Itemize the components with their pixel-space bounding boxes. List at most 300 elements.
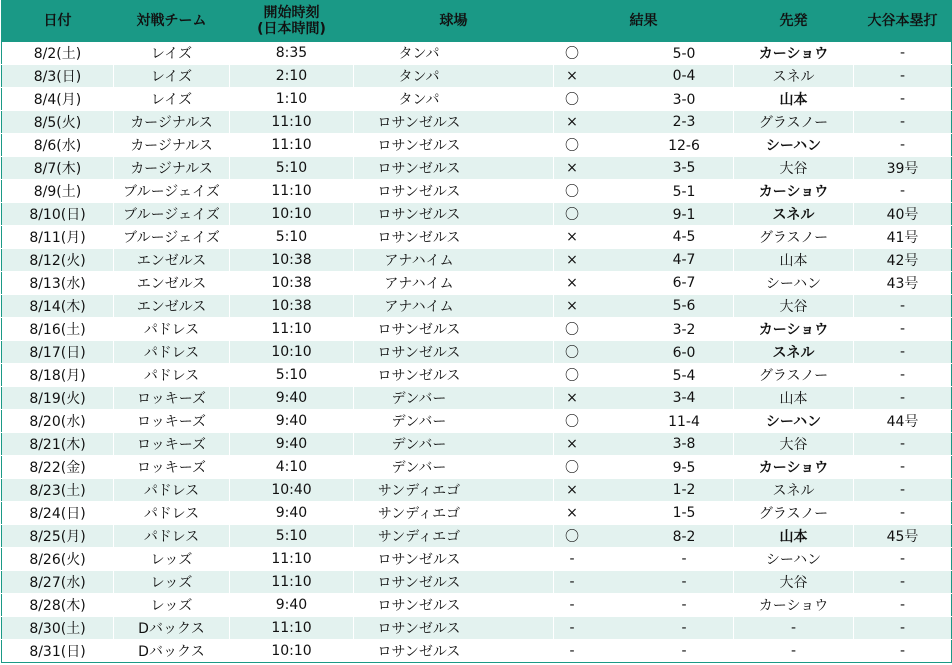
result-score: 9-1: [672, 207, 696, 223]
starter-cell: 山本: [734, 387, 854, 410]
opponent-cell: パドレス: [114, 525, 230, 548]
venue-text: サンディエゴ: [377, 483, 461, 499]
opponent-cell: パドレス: [114, 318, 230, 341]
result-mark: ×: [566, 160, 578, 176]
date-cell: 8/3(日): [2, 65, 114, 88]
result-score: -: [681, 643, 687, 659]
venue-cell: [354, 410, 554, 433]
date-cell: 8/21(木): [2, 433, 114, 456]
start-time-cell: 10:40: [230, 479, 354, 502]
opponent-cell: パドレス: [114, 364, 230, 387]
start-time-cell: 9:40: [230, 433, 354, 456]
venue-cell: [354, 456, 554, 479]
venue-text: ロサンゼルス: [377, 368, 461, 384]
result-score: 3-8: [672, 436, 696, 452]
result-score: -: [681, 551, 687, 567]
table-row: [2, 433, 952, 456]
start-time-cell: 5:10: [230, 364, 354, 387]
result-score: 0-4: [672, 68, 696, 84]
starter-cell: -: [734, 617, 854, 640]
ohtani-hr-cell: -: [854, 456, 952, 479]
result-cell: [554, 249, 734, 272]
starter-cell: 大谷: [734, 571, 854, 594]
venue-cell: [354, 341, 554, 364]
result-cell: [554, 617, 734, 640]
date-cell: 8/9(土): [2, 180, 114, 203]
table-row: [2, 203, 952, 226]
header-start-time-line1: 開始時刻: [263, 5, 320, 21]
date-cell: 8/10(日): [2, 203, 114, 226]
result-cell: [554, 111, 734, 134]
result-score: 6-0: [672, 345, 696, 361]
venue-text: デンバー: [391, 391, 447, 407]
result-score: 8-2: [672, 529, 696, 545]
venue-cell: [354, 111, 554, 134]
result-cell: [554, 364, 734, 387]
venue-cell: [354, 226, 554, 249]
date-cell: 8/6(水): [2, 134, 114, 157]
ohtani-hr-cell: -: [854, 65, 952, 88]
date-cell: 8/16(土): [2, 318, 114, 341]
start-time-cell: 10:10: [230, 640, 354, 663]
start-time-cell: 11:10: [230, 318, 354, 341]
header-ohtani-hr: 大谷本塁打: [854, 1, 952, 42]
starter-cell: カーショウ: [734, 42, 854, 65]
table-row: [2, 456, 952, 479]
venue-text: アナハイム: [384, 253, 454, 269]
ohtani-hr-cell: 42号: [854, 249, 952, 272]
start-time-cell: 11:10: [230, 111, 354, 134]
start-time-cell: 11:10: [230, 180, 354, 203]
venue-cell: [354, 364, 554, 387]
result-cell: [554, 157, 734, 180]
starter-cell: スネル: [734, 65, 854, 88]
venue-cell: [354, 617, 554, 640]
result-cell: [554, 456, 734, 479]
result-mark: ×: [566, 114, 578, 130]
table-row: [2, 180, 952, 203]
ohtani-hr-cell: -: [854, 548, 952, 571]
date-cell: 8/19(火): [2, 387, 114, 410]
starter-cell: -: [734, 640, 854, 663]
venue-text: ロサンゼルス: [377, 621, 461, 637]
venue-text: タンパ: [398, 92, 440, 108]
starter-cell: シーハン: [734, 272, 854, 295]
start-time-cell: 2:10: [230, 65, 354, 88]
venue-cell: [354, 502, 554, 525]
result-cell: [554, 525, 734, 548]
result-score: 3-5: [672, 160, 696, 176]
starter-cell: シーハン: [734, 410, 854, 433]
venue-text: ロサンゼルス: [377, 575, 461, 591]
start-time-cell: 10:38: [230, 272, 354, 295]
ohtani-hr-cell: -: [854, 318, 952, 341]
venue-text: ロサンゼルス: [377, 345, 461, 361]
ohtani-hr-cell: -: [854, 111, 952, 134]
venue-text: ロサンゼルス: [377, 115, 461, 131]
starter-cell: 大谷: [734, 295, 854, 318]
ohtani-hr-cell: 43号: [854, 272, 952, 295]
start-time-cell: 10:38: [230, 295, 354, 318]
result-mark: ×: [566, 390, 578, 406]
date-cell: 8/22(金): [2, 456, 114, 479]
starter-cell: グラスノー: [734, 226, 854, 249]
table-row: [2, 272, 952, 295]
venue-text: アナハイム: [384, 276, 454, 292]
starter-cell: 山本: [734, 525, 854, 548]
table-row: [2, 479, 952, 502]
header-date: 日付: [2, 1, 114, 42]
date-cell: 8/12(火): [2, 249, 114, 272]
date-cell: 8/27(水): [2, 571, 114, 594]
starter-cell: スネル: [734, 341, 854, 364]
starter-cell: グラスノー: [734, 364, 854, 387]
starter-cell: カーショウ: [734, 594, 854, 617]
result-mark: 〇: [565, 184, 579, 200]
opponent-cell: Dバックス: [114, 617, 230, 640]
venue-text: タンパ: [398, 69, 440, 85]
result-cell: [554, 295, 734, 318]
table-row: [2, 318, 952, 341]
start-time-cell: 10:10: [230, 341, 354, 364]
table-row: [2, 525, 952, 548]
start-time-cell: 5:10: [230, 525, 354, 548]
result-score: -: [681, 597, 687, 613]
result-cell: [554, 502, 734, 525]
result-score: -: [681, 620, 687, 636]
ohtani-hr-cell: -: [854, 617, 952, 640]
ohtani-hr-cell: -: [854, 88, 952, 111]
date-cell: 8/17(日): [2, 341, 114, 364]
venue-cell: [354, 318, 554, 341]
result-mark: -: [569, 597, 575, 613]
result-score: 9-5: [672, 460, 696, 476]
table-row: [2, 249, 952, 272]
table-row: [2, 548, 952, 571]
starter-cell: 大谷: [734, 433, 854, 456]
ohtani-hr-cell: -: [854, 134, 952, 157]
result-score: 1-5: [672, 505, 696, 521]
result-cell: [554, 88, 734, 111]
result-score: 5-4: [672, 368, 696, 384]
starter-cell: カーショウ: [734, 318, 854, 341]
table-row: [2, 88, 952, 111]
result-mark: ×: [566, 252, 578, 268]
result-mark: 〇: [565, 529, 579, 545]
result-mark: ×: [566, 298, 578, 314]
header-starter: 先発: [734, 1, 854, 42]
opponent-cell: ブルージェイズ: [114, 226, 230, 249]
venue-text: デンバー: [391, 414, 447, 430]
result-cell: [554, 226, 734, 249]
venue-text: ロサンゼルス: [377, 230, 461, 246]
ohtani-hr-cell: 40号: [854, 203, 952, 226]
result-mark: ×: [566, 436, 578, 452]
start-time-cell: 5:10: [230, 226, 354, 249]
date-cell: 8/26(火): [2, 548, 114, 571]
table-row: [2, 42, 952, 65]
result-mark: -: [569, 643, 575, 659]
result-cell: [554, 65, 734, 88]
ohtani-hr-cell: -: [854, 180, 952, 203]
result-mark: ×: [566, 68, 578, 84]
starter-cell: シーハン: [734, 134, 854, 157]
ohtani-hr-cell: 45号: [854, 525, 952, 548]
venue-cell: [354, 203, 554, 226]
opponent-cell: レッズ: [114, 571, 230, 594]
result-cell: [554, 272, 734, 295]
result-cell: [554, 387, 734, 410]
venue-text: ロサンゼルス: [377, 207, 461, 223]
date-cell: 8/18(月): [2, 364, 114, 387]
opponent-cell: レイズ: [114, 42, 230, 65]
venue-cell: [354, 180, 554, 203]
result-score: 5-6: [672, 298, 696, 314]
date-cell: 8/31(日): [2, 640, 114, 663]
result-score: 5-1: [672, 184, 696, 200]
starter-cell: グラスノー: [734, 502, 854, 525]
result-mark: 〇: [565, 345, 579, 361]
venue-cell: [354, 433, 554, 456]
date-cell: 8/11(月): [2, 226, 114, 249]
result-mark: 〇: [565, 414, 579, 430]
start-time-cell: 5:10: [230, 157, 354, 180]
header-opponent: 対戦チーム: [114, 1, 230, 42]
start-time-cell: 1:10: [230, 88, 354, 111]
table-row: [2, 502, 952, 525]
date-cell: 8/7(木): [2, 157, 114, 180]
opponent-cell: レッズ: [114, 594, 230, 617]
header-venue: 球場: [354, 1, 554, 42]
starter-cell: スネル: [734, 479, 854, 502]
starter-cell: カーショウ: [734, 456, 854, 479]
starter-cell: 山本: [734, 88, 854, 111]
ohtani-hr-cell: -: [854, 433, 952, 456]
result-cell: [554, 479, 734, 502]
starter-cell: カーショウ: [734, 180, 854, 203]
venue-text: ロサンゼルス: [377, 138, 461, 154]
ohtani-hr-cell: -: [854, 42, 952, 65]
opponent-cell: カージナルス: [114, 157, 230, 180]
opponent-cell: エンゼルス: [114, 295, 230, 318]
venue-cell: [354, 571, 554, 594]
start-time-cell: 11:10: [230, 571, 354, 594]
venue-cell: [354, 295, 554, 318]
venue-cell: [354, 134, 554, 157]
opponent-cell: パドレス: [114, 479, 230, 502]
header-result: 結果: [554, 1, 734, 42]
opponent-cell: レイズ: [114, 65, 230, 88]
result-score: 5-0: [672, 46, 696, 62]
result-mark: ×: [566, 505, 578, 521]
result-mark: 〇: [565, 368, 579, 384]
opponent-cell: エンゼルス: [114, 272, 230, 295]
venue-text: ロサンゼルス: [377, 184, 461, 200]
result-cell: [554, 433, 734, 456]
table-row: [2, 364, 952, 387]
start-time-cell: 9:40: [230, 410, 354, 433]
venue-cell: [354, 387, 554, 410]
starter-cell: 山本: [734, 249, 854, 272]
result-mark: 〇: [565, 46, 579, 62]
result-score: 3-2: [672, 322, 696, 338]
result-cell: [554, 640, 734, 663]
schedule-table: [1, 0, 952, 663]
start-time-cell: 9:40: [230, 502, 354, 525]
opponent-cell: レイズ: [114, 88, 230, 111]
table-row: [2, 295, 952, 318]
start-time-cell: 11:10: [230, 548, 354, 571]
result-mark: 〇: [565, 138, 579, 154]
venue-cell: [354, 525, 554, 548]
result-score: 11-4: [668, 414, 700, 430]
date-cell: 8/13(水): [2, 272, 114, 295]
opponent-cell: ロッキーズ: [114, 456, 230, 479]
start-time-cell: 10:10: [230, 203, 354, 226]
ohtani-hr-cell: -: [854, 364, 952, 387]
date-cell: 8/25(月): [2, 525, 114, 548]
venue-cell: [354, 640, 554, 663]
start-time-cell: 9:40: [230, 594, 354, 617]
opponent-cell: ロッキーズ: [114, 387, 230, 410]
starter-cell: グラスノー: [734, 111, 854, 134]
start-time-cell: 11:10: [230, 617, 354, 640]
date-cell: 8/28(木): [2, 594, 114, 617]
ohtani-hr-cell: -: [854, 594, 952, 617]
venue-cell: [354, 88, 554, 111]
venue-cell: [354, 594, 554, 617]
result-mark: -: [569, 620, 575, 636]
date-cell: 8/24(日): [2, 502, 114, 525]
table-row: [2, 65, 952, 88]
ohtani-hr-cell: -: [854, 479, 952, 502]
result-score: 4-7: [672, 252, 696, 268]
table-row: [2, 594, 952, 617]
opponent-cell: ブルージェイズ: [114, 203, 230, 226]
start-time-cell: 4:10: [230, 456, 354, 479]
table-body: [2, 42, 952, 663]
starter-cell: スネル: [734, 203, 854, 226]
venue-text: ロサンゼルス: [377, 598, 461, 614]
result-score: 4-5: [672, 229, 696, 245]
venue-text: タンパ: [398, 46, 440, 62]
result-cell: [554, 341, 734, 364]
opponent-cell: エンゼルス: [114, 249, 230, 272]
venue-cell: [354, 548, 554, 571]
result-mark: -: [569, 551, 575, 567]
header-row: [2, 1, 952, 42]
result-cell: [554, 134, 734, 157]
result-score: -: [681, 574, 687, 590]
ohtani-hr-cell: -: [854, 341, 952, 364]
table-row: [2, 410, 952, 433]
result-score: 6-7: [672, 275, 696, 291]
result-cell: [554, 180, 734, 203]
opponent-cell: カージナルス: [114, 134, 230, 157]
result-mark: ×: [566, 275, 578, 291]
venue-text: サンディエゴ: [377, 506, 461, 522]
venue-text: デンバー: [391, 437, 447, 453]
ohtani-hr-cell: 44号: [854, 410, 952, 433]
ohtani-hr-cell: -: [854, 295, 952, 318]
venue-cell: [354, 272, 554, 295]
starter-cell: 大谷: [734, 157, 854, 180]
ohtani-hr-cell: -: [854, 571, 952, 594]
result-cell: [554, 571, 734, 594]
header-start-time-line2: (日本時間): [257, 21, 326, 37]
table-row: [2, 617, 952, 640]
starter-cell: シーハン: [734, 548, 854, 571]
date-cell: 8/20(水): [2, 410, 114, 433]
start-time-cell: 10:38: [230, 249, 354, 272]
date-cell: 8/23(土): [2, 479, 114, 502]
table-row: [2, 226, 952, 249]
opponent-cell: カージナルス: [114, 111, 230, 134]
ohtani-hr-cell: 41号: [854, 226, 952, 249]
opponent-cell: レッズ: [114, 548, 230, 571]
ohtani-hr-cell: 39号: [854, 157, 952, 180]
opponent-cell: ロッキーズ: [114, 410, 230, 433]
date-cell: 8/14(木): [2, 295, 114, 318]
result-cell: [554, 203, 734, 226]
start-time-cell: 9:40: [230, 387, 354, 410]
date-cell: 8/2(土): [2, 42, 114, 65]
venue-text: サンディエゴ: [377, 529, 461, 545]
venue-cell: [354, 249, 554, 272]
table-row: [2, 134, 952, 157]
result-score: 2-3: [672, 114, 696, 130]
result-mark: -: [569, 574, 575, 590]
opponent-cell: Dバックス: [114, 640, 230, 663]
date-cell: 8/5(火): [2, 111, 114, 134]
table-row: [2, 341, 952, 364]
venue-text: アナハイム: [384, 299, 454, 315]
result-cell: [554, 318, 734, 341]
table-row: [2, 640, 952, 663]
venue-text: デンバー: [391, 460, 447, 476]
result-cell: [554, 548, 734, 571]
ohtani-hr-cell: -: [854, 640, 952, 663]
opponent-cell: ブルージェイズ: [114, 180, 230, 203]
venue-cell: [354, 157, 554, 180]
venue-text: ロサンゼルス: [377, 644, 461, 660]
result-cell: [554, 410, 734, 433]
table-row: [2, 571, 952, 594]
ohtani-hr-cell: -: [854, 387, 952, 410]
table-row: [2, 387, 952, 410]
result-mark: 〇: [565, 207, 579, 223]
venue-cell: [354, 42, 554, 65]
start-time-cell: 11:10: [230, 134, 354, 157]
result-score: 1-2: [672, 482, 696, 498]
venue-text: ロサンゼルス: [377, 161, 461, 177]
result-score: 3-0: [672, 92, 696, 108]
opponent-cell: ロッキーズ: [114, 433, 230, 456]
table-row: [2, 157, 952, 180]
result-score: 3-4: [672, 390, 696, 406]
start-time-cell: 8:35: [230, 42, 354, 65]
opponent-cell: パドレス: [114, 502, 230, 525]
date-cell: 8/30(土): [2, 617, 114, 640]
result-mark: 〇: [565, 460, 579, 476]
result-mark: 〇: [565, 92, 579, 108]
result-cell: [554, 42, 734, 65]
result-mark: ×: [566, 229, 578, 245]
result-score: 12-6: [668, 138, 700, 154]
result-cell: [554, 594, 734, 617]
venue-cell: [354, 65, 554, 88]
venue-text: ロサンゼルス: [377, 322, 461, 338]
